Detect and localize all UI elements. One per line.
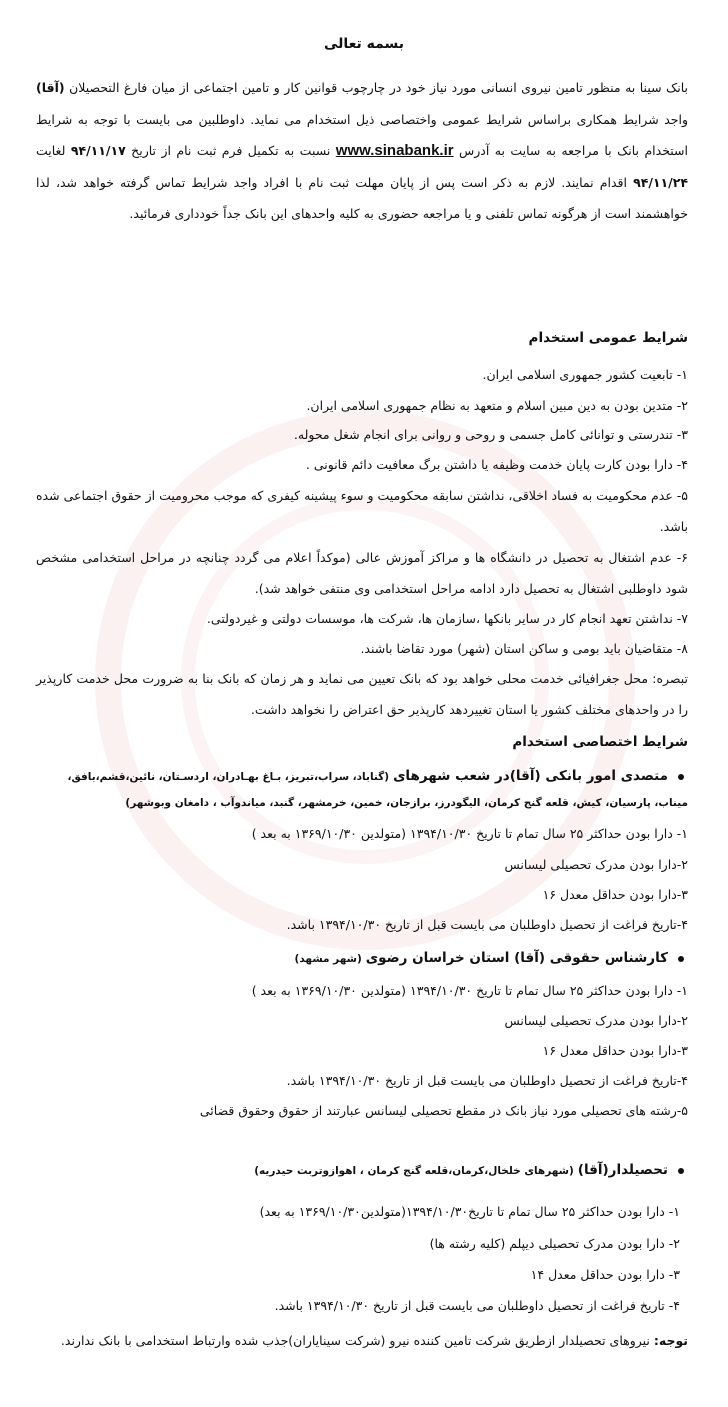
general-item: ۶- عدم اشتغال به تحصیل در دانشگاه ها و مراکز آموزش عالی (موکداً اعلام می گردد چنانچه در مراحل استخدامی مشخص شود داوطلبی اشتغال به تحصیل دارد ادامه مراحل استخدامی وی منتفی خواهد شد). (36, 550, 688, 596)
general-item: ۷- نداشتن تعهد انجام کار در سایر بانکها ،سازمان ها، شرکت ها، موسسات دولتی و غیردولتی. (206, 611, 688, 626)
general-item: ۳- تندرستی و توانائی کامل جسمی و روحی و روانی برای انجام شغل محوله. (293, 427, 688, 442)
job-requirement: ۳-دارا بودن حداقل معدل ۱۶ (542, 887, 688, 902)
page-title: بسمه تعالی (323, 36, 405, 52)
intro-paragraph: بانک سینا به منظور تامین نیروی انسانی مورد نیاز خود در چارچوب قوانین کار و تامین اجتماعی از میان فارغ التحصیلان (آقا) واجد شرایط همکاری براساس شرایط عمومی واختصاصی ذیل استخدام می نماید. داوطلبین می بایست با توجه به شرایط استخدام بانک با مراجعه به سایت به آدرس www.sinabank.ir نسبت به تکمیل فرم ثبت نام از تاریخ ۹۴/۱۱/۱۷ لغایت ۹۴/۱۱/۲۴ اقدام نمایند. لازم به ذکر است پس از پایان مهلت ثبت نام با افراد واجد شرایط تماس گرفته خواهد شد، لذا خواهشمند است از هرگونه تماس تلفنی و یا مراجعه حضوری به کلیه واحدهای این بانک جداً خودداری فرمائید. (36, 80, 689, 222)
bullet-icon (678, 1168, 684, 1174)
registration-start-date: ۹۴/۱۱/۱۷ (70, 143, 126, 159)
registration-end-date: ۹۴/۱۱/۲۴ (633, 174, 688, 190)
job-requirement: ۱- دارا بودن حداکثر ۲۵ سال تمام تا تاریخ ۱۳۹۴/۱۰/۳۰ (متولدین ۱۳۶۹/۱۰/۳۰ به بعد ) (251, 983, 688, 998)
general-conditions-heading: شرایط عمومی استخدام (528, 330, 688, 346)
job-requirement: ۴-تاریخ فراغت از تحصیل داوطلبان می بایست قبل از تاریخ ۱۳۹۴/۱۰/۳۰ باشد. (286, 917, 688, 932)
job-requirement: ۱- دارا بودن حداکثر ۲۵ سال تمام تا تاریخ۱۳۹۴/۱۰/۳۰(متولدین۱۳۶۹/۱۰/۳۰ به بعد) (259, 1204, 680, 1219)
job-requirement: ۵-رشته های تحصیلی مورد نیاز بانک در مقطع تحصیلی لیسانس عبارتند از حقوق وحقوق قضائی (199, 1103, 688, 1118)
job-title-bank-clerk: متصدی امور بانکی (آقا)در شعب شهرهای (گناباد، سراب،تبریز، بـاغ بهـادران، اردسـتان، نائین،قشم،بافق، (36, 762, 684, 791)
job-title-collector: تحصیلدار(آقا) (شهرهای خلخال،کرمان،قلعه گنج کرمان ، اهوازوتربت حیدریه) (36, 1156, 684, 1185)
job-title-legal-expert: کارشناس حقوقی (آقا) استان خراسان رضوی (شهر مشهد) (36, 944, 684, 973)
general-note: تبصره: محل جغرافیائی خدمت محلی خواهد بود که بانک تعیین می نماید و هر زمان که بانک بنا به ضرورت محل خدمت کارپذیر را در واحدهای مختلف کشور یا استان تغییردهد کارپذیر حق اعتراض را نخواهد داشت. (36, 671, 688, 717)
job-requirement: ۱- دارا بودن حداکثر ۲۵ سال تمام تا تاریخ ۱۳۹۴/۱۰/۳۰ (متولدین ۱۳۶۹/۱۰/۳۰ به بعد ) (251, 826, 688, 841)
specific-conditions-heading: شرایط اختصاصی استخدام (512, 734, 688, 750)
job-requirement: ۳- دارا بودن حداقل معدل ۱۴ (530, 1267, 680, 1282)
job-requirement: ۲-دارا بودن مدرک تحصیلی لیسانس (504, 857, 688, 872)
general-item: ۸- متقاضیان باید بومی و ساکن استان (شهر) مورد تقاضا باشند. (360, 641, 688, 656)
general-item: ۱- تابعیت کشور جمهوری اسلامی ایران. (482, 367, 688, 382)
job-requirement: ۴- تاریخ فراغت از تحصیل داوطلبان می بایست قبل از تاریخ ۱۳۹۴/۱۰/۳۰ باشد. (274, 1298, 680, 1313)
gender-label: (آقا) (36, 80, 65, 95)
job-requirement: ۴-تاریخ فراغت از تحصیل داوطلبان می بایست قبل از تاریخ ۱۳۹۴/۱۰/۳۰ باشد. (286, 1073, 688, 1088)
job-requirement: ۳-دارا بودن حداقل معدل ۱۶ (542, 1043, 688, 1058)
job-requirement: ۲- دارا بودن مدرک تحصیلی دیپلم (کلیه رشته ها) (429, 1236, 680, 1251)
bullet-icon (678, 774, 684, 780)
job-requirement: ۲-دارا بودن مدرک تحصیلی لیسانس (504, 1013, 688, 1028)
general-item: ۵- عدم محکومیت به فساد اخلاقی، نداشتن سابقه محکومیت و سوء پیشینه کیفری که موجب محرومیت از حقوق اجتماعی شده باشد. (36, 488, 688, 534)
footer-note: توجه: نیروهای تحصیلدار ازطریق شرکت تامین کننده نیرو (شرکت سینایاران)جذب شده وارتباط استخدامی با بانک ندارند. (60, 1333, 688, 1348)
bullet-icon (678, 956, 684, 962)
website-link[interactable]: www.sinabank.ir (335, 142, 454, 160)
job-cities: میناب، پارسیان، کیش، قلعه گنج کرمان، الیگودرز، برازجان، خمین، خرمشهر، گنبد، میاندوآب ، دامغان وبوشهر) (125, 797, 688, 809)
general-item: ۴- دارا بودن کارت پایان خدمت وظیفه یا داشتن برگ معافیت دائم قانونی . (305, 457, 688, 472)
general-item: ۲- متدین بودن به دین مبین اسلام و متعهد به نظام جمهوری اسلامی ایران. (306, 398, 688, 413)
